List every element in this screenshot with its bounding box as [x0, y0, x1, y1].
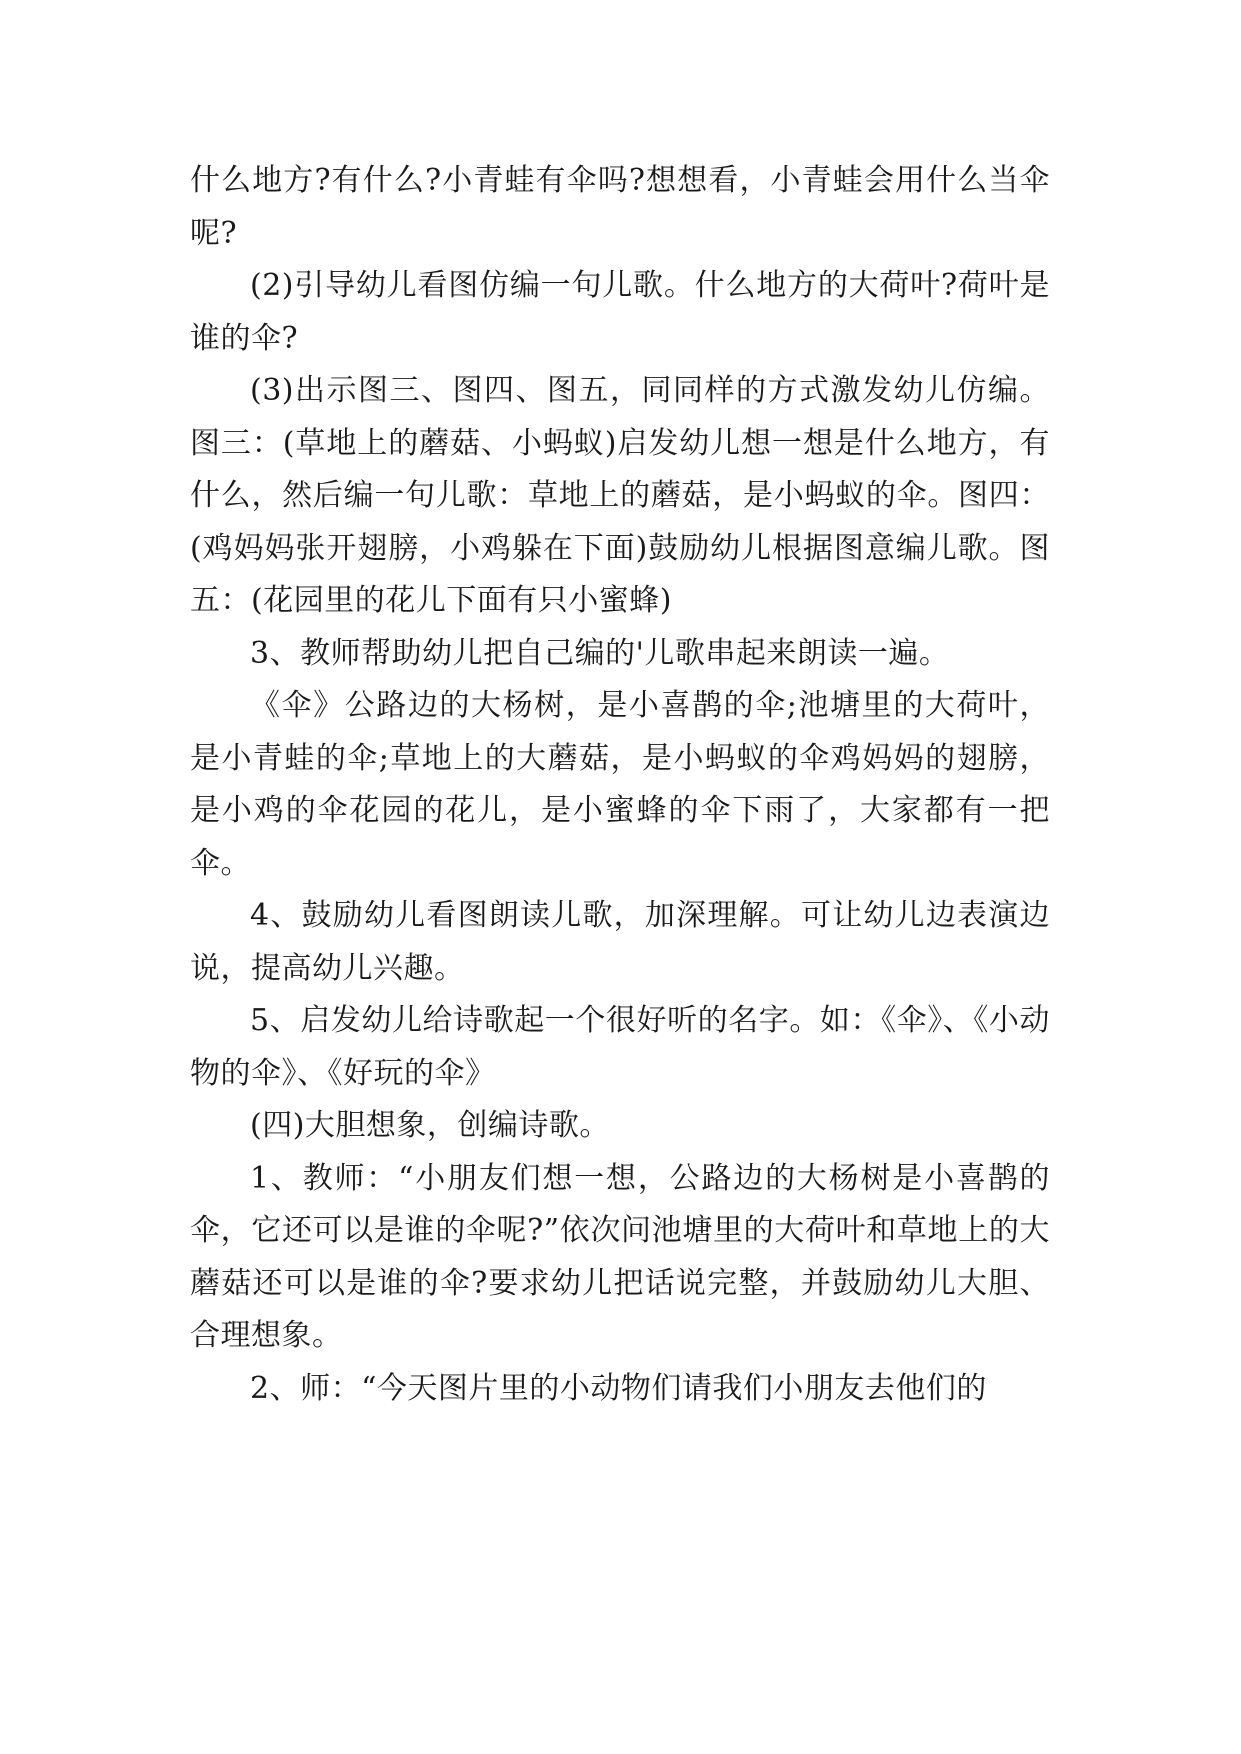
document-body [190, 155, 1050, 1415]
paragraph-3: (3)出示图三、图四、图五，同同样的方式激发幼儿仿编。图三：(草地上的蘑菇、小蚂蚁)启发幼儿想一想是什么地方，有什么，然后编一句儿歌：草地上的蘑菇，是小蚂蚁的伞。图四：(鸡妈妈张开翅膀，小鸡躲在下面)鼓励幼儿根据图意编儿歌。图五：(花园里的花儿下面有只小蜜蜂) [190, 373, 1050, 618]
paragraph-1: 什么地方?有什么?小青蛙有伞吗?想想看，小青蛙会用什么当伞呢? [190, 163, 1050, 251]
paragraph-5: 《伞》公路边的大杨树，是小喜鹊的伞;池塘里的大荷叶，是小青蛙的伞;草地上的大蘑菇，是小蚂蚁的伞鸡妈妈的翅膀，是小鸡的伞花园的花儿，是小蜜蜂的伞下雨了，大家都有一把伞。 [190, 688, 1050, 881]
paragraph-2: (2)引导幼儿看图仿编一句儿歌。什么地方的大荷叶?荷叶是谁的伞? [190, 268, 1050, 356]
paragraph-9: 1、教师：“小朋友们想一想，公路边的大杨树是小喜鹊的伞，它还可以是谁的伞呢?”依次问池塘里的大荷叶和草地上的大蘑菇还可以是谁的伞?要求幼儿把话说完整，并鼓励幼儿大胆、合理想象。 [190, 1160, 1050, 1353]
paragraph-10: 2、师：“今天图片里的小动物们请我们小朋友去他们的 [250, 1370, 987, 1406]
paragraph-8: (四)大胆想象，创编诗歌。 [250, 1108, 610, 1143]
paragraph-7: 5、启发幼儿给诗歌起一个很好听的名字。如：《伞》、《小动物的伞》、《好玩的伞》 [190, 1003, 1050, 1091]
paragraph-6: 4、鼓励幼儿看图朗读儿歌，加深理解。可让幼儿边表演边说，提高幼儿兴趣。 [190, 898, 1050, 986]
paragraph-4: 3、教师帮助幼儿把自己编的'儿歌串起来朗读一遍。 [250, 635, 950, 671]
